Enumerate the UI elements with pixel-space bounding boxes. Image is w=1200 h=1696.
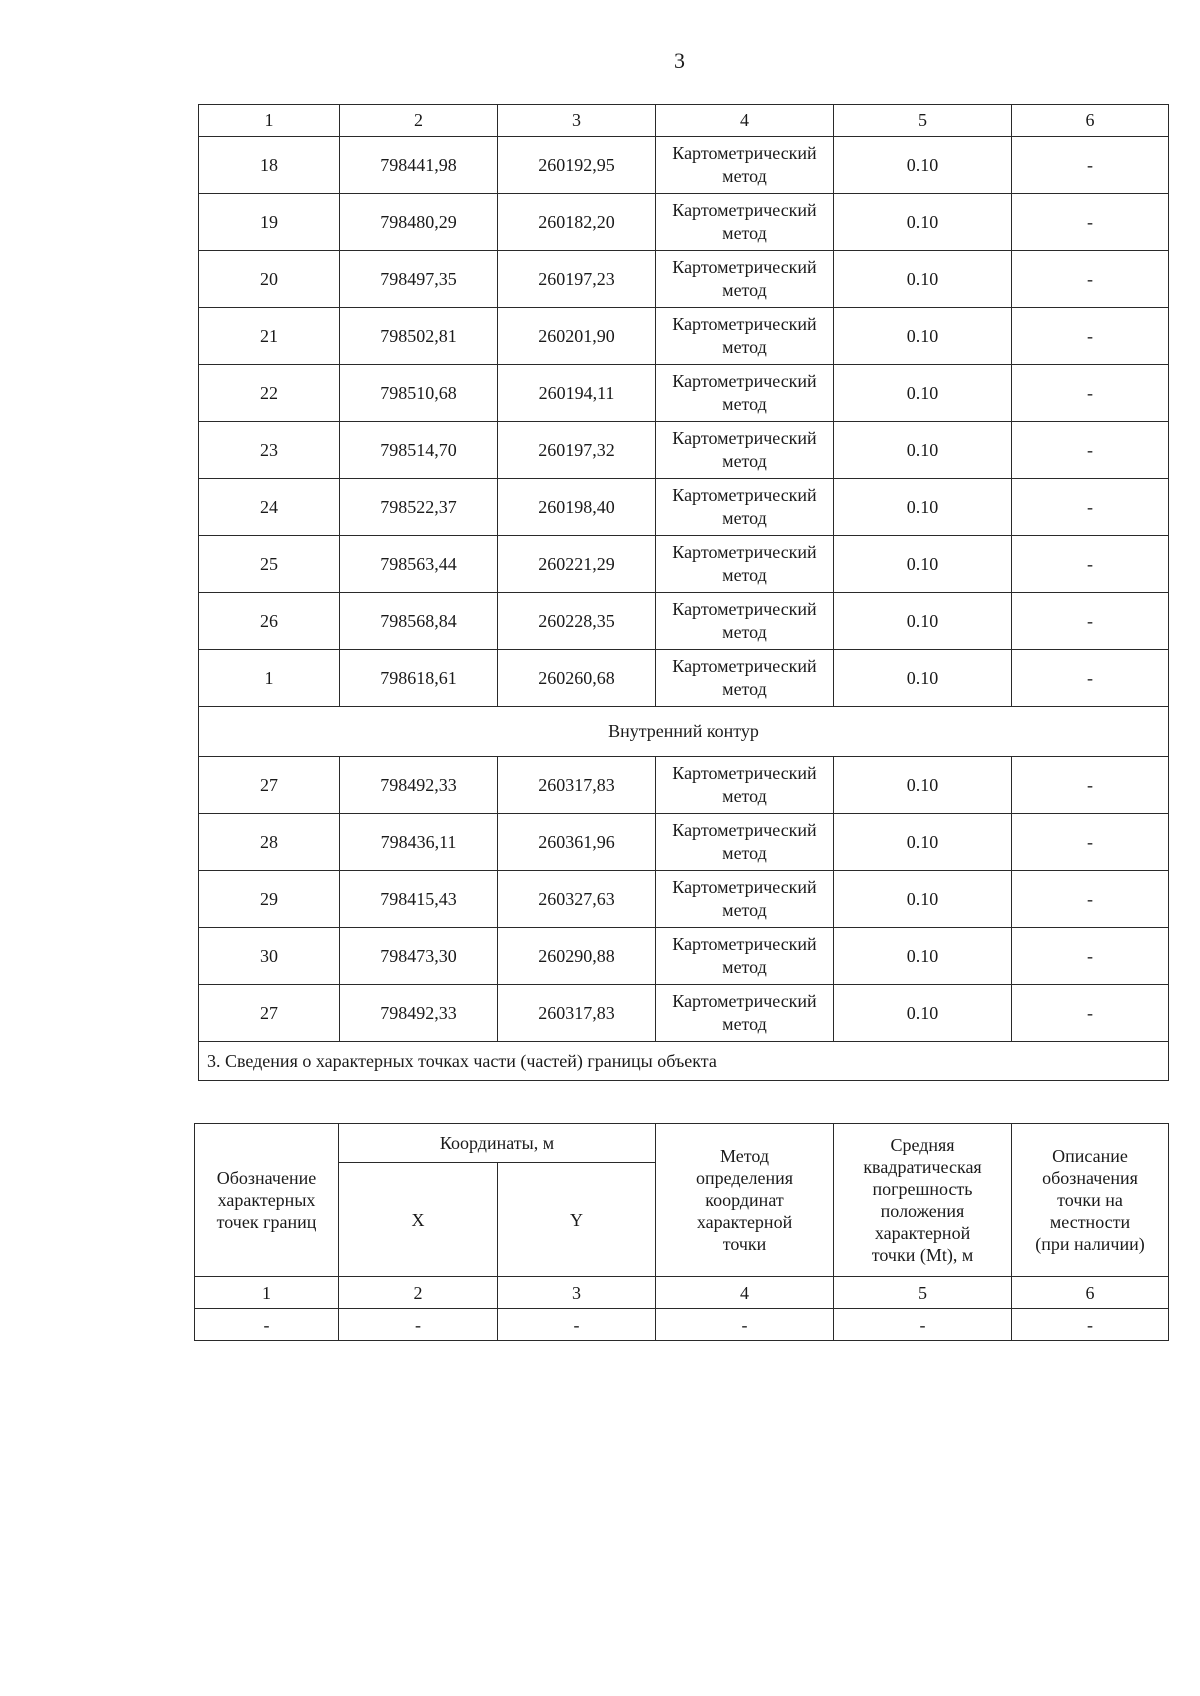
column-number: 6	[1012, 1277, 1169, 1309]
header-accuracy: Средняя квадратическая погрешность положения характерной точки (Mt), м	[834, 1124, 1012, 1277]
point-description: -	[1012, 137, 1169, 194]
point-number: 18	[199, 137, 340, 194]
coordinate-x: 798415,43	[340, 871, 498, 928]
accuracy-value: 0.10	[834, 871, 1012, 928]
point-description: -	[1012, 308, 1169, 365]
coordinate-x: 798436,11	[340, 814, 498, 871]
coordinate-y: 260221,29	[498, 536, 656, 593]
empty-cell: -	[834, 1309, 1012, 1341]
point-description: -	[1012, 928, 1169, 985]
point-description: -	[1012, 365, 1169, 422]
method-cell: Картометрический метод	[656, 194, 834, 251]
point-description: -	[1012, 422, 1169, 479]
point-number: 25	[199, 536, 340, 593]
empty-cell: -	[195, 1309, 339, 1341]
accuracy-value: 0.10	[834, 308, 1012, 365]
table-row	[199, 814, 1169, 871]
table-row	[199, 650, 1169, 707]
accuracy-value: 0.10	[834, 757, 1012, 814]
table-row	[199, 251, 1169, 308]
part-boundary-points-table	[194, 1123, 1169, 1341]
method-cell: Картометрический метод	[656, 137, 834, 194]
column-number: 4	[656, 105, 834, 137]
coordinate-y: 260197,23	[498, 251, 656, 308]
point-number: 30	[199, 928, 340, 985]
coordinate-y: 260201,90	[498, 308, 656, 365]
point-description: -	[1012, 650, 1169, 707]
column-number: 3	[498, 105, 656, 137]
point-number: 22	[199, 365, 340, 422]
method-cell: Картометрический метод	[656, 928, 834, 985]
empty-row	[195, 1309, 1169, 1341]
table-row	[199, 308, 1169, 365]
coordinate-x: 798510,68	[340, 365, 498, 422]
table-row	[199, 194, 1169, 251]
coordinate-x: 798618,61	[340, 650, 498, 707]
method-cell: Картометрический метод	[656, 422, 834, 479]
coordinate-x: 798492,33	[340, 757, 498, 814]
page-number: 3	[674, 48, 685, 73]
point-number: 21	[199, 308, 340, 365]
coordinate-x: 798514,70	[340, 422, 498, 479]
point-number: 1	[199, 650, 340, 707]
table-row	[199, 928, 1169, 985]
accuracy-value: 0.10	[834, 251, 1012, 308]
accuracy-value: 0.10	[834, 365, 1012, 422]
coordinate-y: 260194,11	[498, 365, 656, 422]
coordinate-y: 260192,95	[498, 137, 656, 194]
empty-cell: -	[498, 1309, 656, 1341]
coordinate-x: 798522,37	[340, 479, 498, 536]
header-x: X	[339, 1163, 498, 1277]
coordinate-x: 798480,29	[340, 194, 498, 251]
table-row	[199, 422, 1169, 479]
column-number: 5	[834, 105, 1012, 137]
column-number: 2	[340, 105, 498, 137]
point-description: -	[1012, 251, 1169, 308]
coordinate-y: 260361,96	[498, 814, 656, 871]
coordinate-x: 798502,81	[340, 308, 498, 365]
point-description: -	[1012, 479, 1169, 536]
header-description: Описание обозначения точки на местности (при наличии)	[1012, 1124, 1169, 1277]
coordinate-y: 260198,40	[498, 479, 656, 536]
point-number: 24	[199, 479, 340, 536]
method-cell: Картометрический метод	[656, 814, 834, 871]
inner-contour-label: Внутренний контур	[199, 707, 1169, 757]
column-numbers-row	[195, 1277, 1169, 1309]
coordinate-x: 798473,30	[340, 928, 498, 985]
coordinate-x: 798497,35	[340, 251, 498, 308]
inner-contour-row	[199, 707, 1169, 757]
column-number: 1	[199, 105, 340, 137]
method-cell: Картометрический метод	[656, 871, 834, 928]
header-y: Y	[498, 1163, 656, 1277]
column-number: 3	[498, 1277, 656, 1309]
boundary-points-table	[198, 104, 1169, 1081]
accuracy-value: 0.10	[834, 194, 1012, 251]
header-point-designation: Обозначение характерных точек границ	[195, 1124, 339, 1277]
table-row	[199, 871, 1169, 928]
coordinate-y: 260182,20	[498, 194, 656, 251]
point-description: -	[1012, 194, 1169, 251]
column-number: 5	[834, 1277, 1012, 1309]
method-cell: Картометрический метод	[656, 650, 834, 707]
method-cell: Картометрический метод	[656, 365, 834, 422]
table-row	[199, 985, 1169, 1042]
accuracy-value: 0.10	[834, 593, 1012, 650]
column-number: 2	[339, 1277, 498, 1309]
coordinate-y: 260260,68	[498, 650, 656, 707]
accuracy-value: 0.10	[834, 985, 1012, 1042]
point-number: 19	[199, 194, 340, 251]
point-description: -	[1012, 814, 1169, 871]
coordinate-x: 798563,44	[340, 536, 498, 593]
table-row	[199, 137, 1169, 194]
point-number: 27	[199, 757, 340, 814]
accuracy-value: 0.10	[834, 137, 1012, 194]
section-3-title: 3. Сведения о характерных точках части (частей) границы объекта	[199, 1042, 1169, 1081]
point-description: -	[1012, 536, 1169, 593]
column-number: 6	[1012, 105, 1169, 137]
header-method: Метод определения координат характерной точки	[656, 1124, 834, 1277]
empty-cell: -	[1012, 1309, 1169, 1341]
table-row	[199, 536, 1169, 593]
coordinate-x: 798492,33	[340, 985, 498, 1042]
coordinate-y: 260317,83	[498, 757, 656, 814]
method-cell: Картометрический метод	[656, 985, 834, 1042]
method-cell: Картометрический метод	[656, 251, 834, 308]
point-description: -	[1012, 985, 1169, 1042]
accuracy-value: 0.10	[834, 928, 1012, 985]
empty-cell: -	[656, 1309, 834, 1341]
coordinate-y: 260327,63	[498, 871, 656, 928]
accuracy-value: 0.10	[834, 814, 1012, 871]
column-numbers-row	[199, 105, 1169, 137]
coordinate-y: 260197,32	[498, 422, 656, 479]
column-number: 4	[656, 1277, 834, 1309]
column-number: 1	[195, 1277, 339, 1309]
accuracy-value: 0.10	[834, 422, 1012, 479]
point-number: 28	[199, 814, 340, 871]
section-title-row	[199, 1042, 1169, 1081]
table-row	[199, 365, 1169, 422]
coordinate-x: 798568,84	[340, 593, 498, 650]
point-number: 23	[199, 422, 340, 479]
method-cell: Картометрический метод	[656, 308, 834, 365]
method-cell: Картометрический метод	[656, 593, 834, 650]
coordinate-y: 260228,35	[498, 593, 656, 650]
table-row	[199, 757, 1169, 814]
table-row	[199, 593, 1169, 650]
point-description: -	[1012, 593, 1169, 650]
header-coordinates: Координаты, м	[339, 1124, 656, 1163]
point-number: 20	[199, 251, 340, 308]
method-cell: Картометрический метод	[656, 536, 834, 593]
point-description: -	[1012, 871, 1169, 928]
coordinate-x: 798441,98	[340, 137, 498, 194]
method-cell: Картометрический метод	[656, 757, 834, 814]
coordinate-y: 260317,83	[498, 985, 656, 1042]
method-cell: Картометрический метод	[656, 479, 834, 536]
point-description: -	[1012, 757, 1169, 814]
accuracy-value: 0.10	[834, 479, 1012, 536]
accuracy-value: 0.10	[834, 650, 1012, 707]
point-number: 26	[199, 593, 340, 650]
accuracy-value: 0.10	[834, 536, 1012, 593]
empty-cell: -	[339, 1309, 498, 1341]
coordinate-y: 260290,88	[498, 928, 656, 985]
table-row	[199, 479, 1169, 536]
point-number: 29	[199, 871, 340, 928]
point-number: 27	[199, 985, 340, 1042]
